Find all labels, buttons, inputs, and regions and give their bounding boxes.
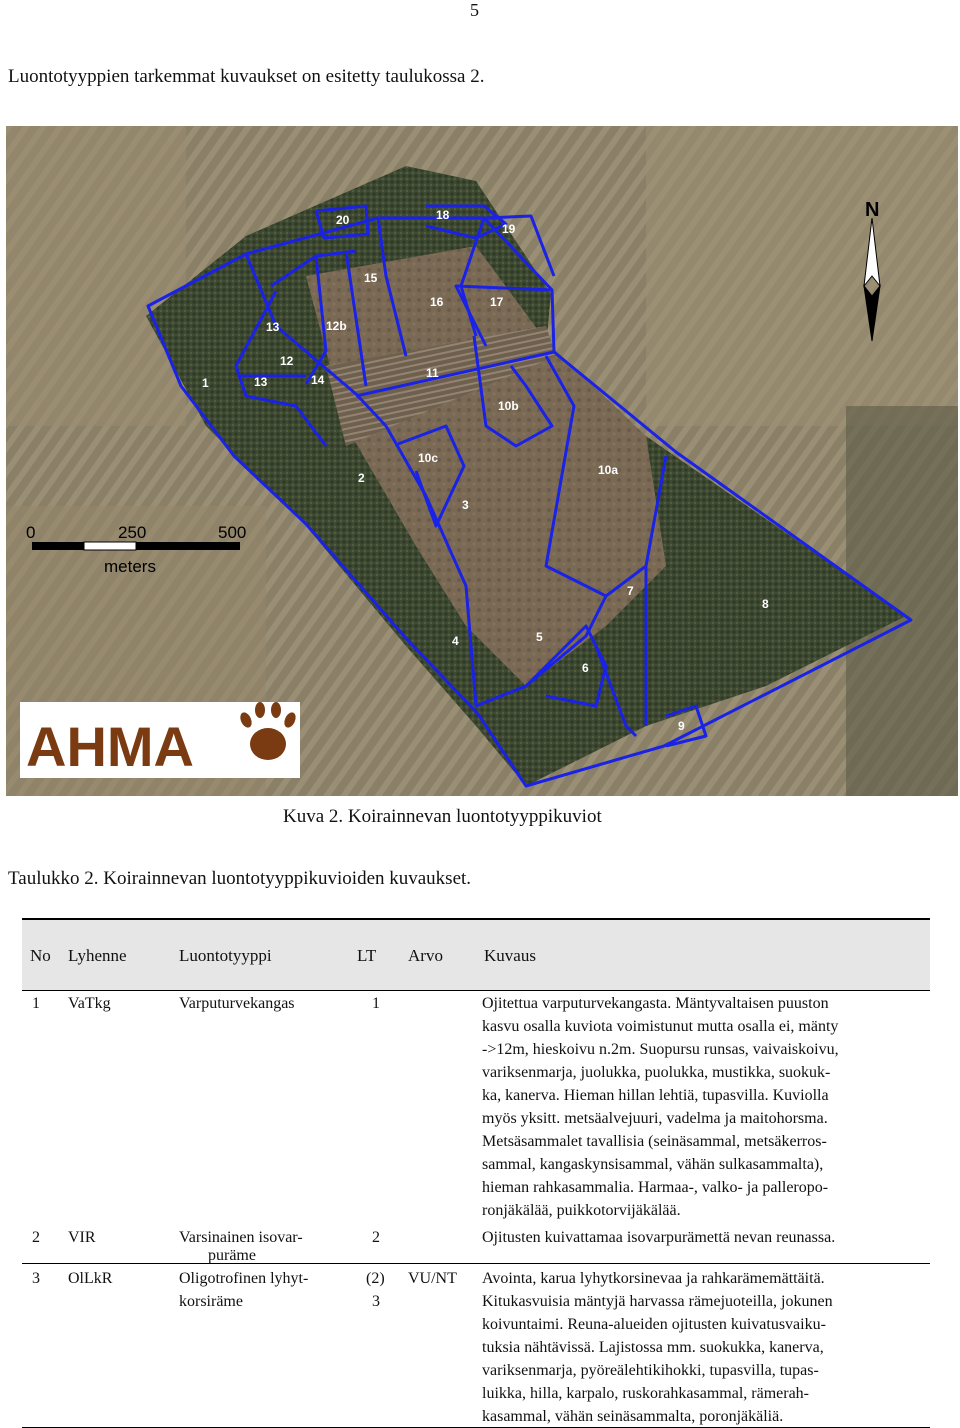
zone-label: 18 [436, 208, 450, 222]
cell-lt: 2 [372, 1229, 380, 1246]
zone-label: 13 [266, 320, 280, 334]
intro-text: Luontotyyppien tarkemmat kuvaukset on esitetty taulukossa 2. [8, 66, 485, 87]
zone-label: 17 [490, 295, 504, 309]
header-type: Luontotyyppi [179, 946, 272, 965]
header-no: No [30, 946, 51, 965]
zone-label: 3 [462, 498, 469, 512]
header-lt: LT [357, 946, 377, 965]
header-desc: Kuvaus [484, 946, 536, 965]
header-arvo: Arvo [408, 946, 443, 965]
table-header [22, 918, 930, 991]
cell-no: 3 [32, 1270, 40, 1287]
cell-arvo: VU/NT [408, 1270, 457, 1287]
north-label: N [865, 199, 880, 221]
cell-abbr: OlLkR [68, 1270, 113, 1287]
ahma-logo [20, 702, 300, 778]
table-row [22, 992, 930, 1226]
scale-label: 500 [218, 523, 247, 542]
page-number: 5 [470, 0, 479, 20]
figure-caption: Kuva 2. Koirainnevan luontotyyppikuviot [283, 806, 602, 827]
zone-label: 7 [627, 584, 634, 598]
scale-label: 0 [26, 523, 36, 542]
cell-type: Varputurvekangas [179, 995, 295, 1012]
zone-label: 9 [678, 719, 685, 733]
zone-label: 1 [202, 376, 209, 390]
cell-type: Varsinainen isovar- [179, 1229, 303, 1246]
cell-abbr: VaTkg [68, 995, 111, 1012]
zone-label: 10b [498, 399, 519, 413]
zone-label: 6 [582, 661, 589, 675]
cell-lt: 1 [372, 995, 380, 1012]
zone-label: 15 [364, 271, 378, 285]
header-abbr: Lyhenne [68, 946, 127, 965]
table-row [22, 1264, 930, 1428]
zone-label: 8 [762, 597, 769, 611]
zone-label: 5 [536, 630, 543, 644]
table-title: Taulukko 2. Koirainnevan luontotyyppikuvioiden kuvaukset. [8, 868, 472, 889]
cell-desc: Ojitettua varputurvekangasta. Mäntyvaltaisen puuston kasvu osalla kuviota voimistunut mutta osalla ei, mänty ->12m, hieskoivu n.2m. Suopursu runsas, vaivaiskoivu, variksenmarja, juolukka, puolukka, mustikka, suokuk- ka, kanerva. Hieman hillan lehtiä, tupasvilla. Kuviolla myös yksitt. metsäalvejuuri, vadelma ja maitohorsma. Metsäsammalet tavallisia (seinäsammal, metsäkerros- sammal, kangaskynsisammal, vähän sulkasammalta), hieman rahkasammalia. Harmaa-, valko- ja palleropo- ronjäkälää, puikkotorvijäkälää. [482, 995, 839, 1219]
table-row [22, 1226, 930, 1264]
zone-label: 16 [430, 295, 444, 309]
zone-label: 10a [598, 463, 619, 477]
cell-lt: (2) [366, 1270, 385, 1287]
zone-label: 2 [358, 471, 365, 485]
scale-label: 250 [118, 523, 147, 542]
zone-label: 4 [452, 634, 459, 648]
cell-no: 1 [32, 995, 40, 1012]
zone-label: 13 [254, 375, 268, 389]
cell-type-cont: puräme [208, 1247, 256, 1264]
zone-label: 14 [311, 373, 325, 387]
zone-label: 11 [426, 366, 439, 380]
zone-label: 12 [280, 354, 294, 368]
logo-text: AHMA [26, 715, 194, 778]
cell-desc: Avointa, karua lyhytkorsinevaa ja rahkarämemättäitä. Kitukasvuisia mäntyjä harvassa rämejuoteilla, jokunen koivuntaimi. Reuna-alueiden ojitusten kuivatusvaiku- tuksia nähtävissä. Lajistossa mm. suokukka, kanerva, variksenmarja, pyöreälehtikihokki, tupasvilla, tupas- luikka, hilla, karpalo, ruskorahkasammal, rämerah- kasammal, vähän seinäsammalta, poronjäkäliä. [482, 1270, 833, 1425]
scale-unit: meters [104, 557, 156, 576]
cell-lt-cont: 3 [372, 1293, 380, 1310]
aerial-map [6, 126, 958, 796]
zone-label: 10c [418, 451, 439, 465]
cell-desc: Ojitusten kuivattamaa isovarpurämettä nevan reunassa. [482, 1229, 836, 1246]
habitat-table [22, 918, 930, 1428]
cell-type-cont: korsiräme [179, 1293, 243, 1310]
zone-label: 19 [502, 222, 516, 236]
zone-label: 20 [336, 213, 350, 227]
zone-label: 12b [326, 319, 347, 333]
map-svg [6, 126, 958, 796]
cell-abbr: VIR [68, 1229, 96, 1246]
cell-no: 2 [32, 1229, 40, 1246]
cell-type: Oligotrofinen lyhyt- [179, 1270, 309, 1287]
